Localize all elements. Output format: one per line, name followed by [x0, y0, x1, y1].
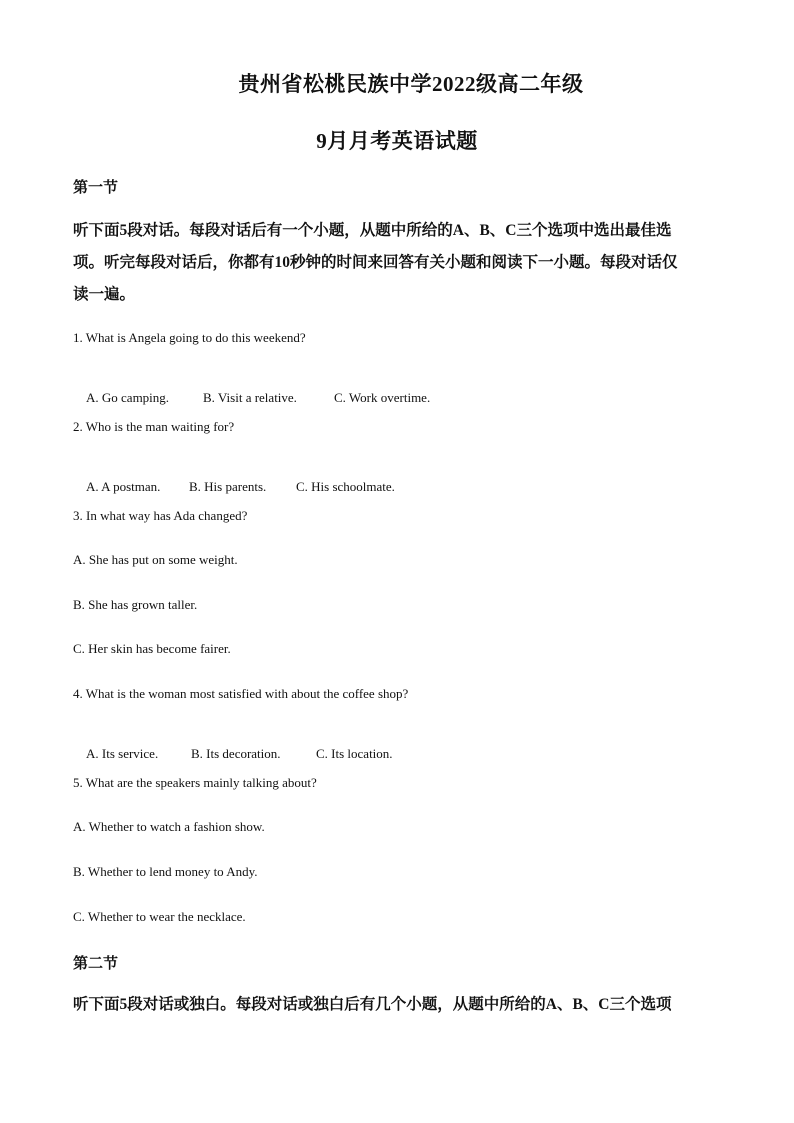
- question-5-option-b: B. Whether to lend money to Andy.: [73, 864, 258, 879]
- instruction-line: 读一遍。: [73, 286, 136, 303]
- question-3-option-a: A. She has put on some weight.: [73, 552, 238, 567]
- option-b: B. His parents.: [189, 479, 267, 494]
- question-5-option-a: A. Whether to watch a fashion show.: [73, 819, 265, 834]
- option-a: A. Its service.: [86, 746, 159, 761]
- question-1-options: [73, 374, 430, 422]
- section1-instruction: [73, 215, 723, 311]
- option-b: B. Visit a relative.: [203, 390, 297, 405]
- question-5-stem: 5. What are the speakers mainly talking about?: [73, 775, 317, 790]
- section1-label: 第一节: [73, 180, 119, 196]
- option-c: C. His schoolmate.: [296, 479, 395, 494]
- question-3-option-c: C. Her skin has become fairer.: [73, 641, 231, 656]
- option-b: B. Its decoration.: [191, 746, 281, 761]
- section2-instruction: 听下面5段对话或独白。每段对话或独白后有几个小题，从题中所给的A、B、C三个选项: [73, 996, 672, 1013]
- question-1-stem: 1. What is Angela going to do this weekend?: [73, 330, 306, 345]
- option-a: A. Go camping.: [86, 390, 170, 405]
- question-2-options: [73, 463, 395, 511]
- option-c: C. Work overtime.: [334, 390, 431, 405]
- question-5-option-c: C. Whether to wear the necklace.: [73, 909, 246, 924]
- question-2-stem: 2. Who is the man waiting for?: [73, 419, 235, 434]
- instruction-line: 项。听完每段对话后，你都有10秒钟的时间来回答有关小题和阅读下一小题。每段对话仅: [73, 254, 678, 271]
- question-3-stem: 3. In what way has Ada changed?: [73, 508, 248, 523]
- question-3-option-b: B. She has grown taller.: [73, 597, 198, 612]
- option-c: C. Its location.: [316, 746, 393, 761]
- section2-label: 第二节: [73, 956, 119, 972]
- question-4-stem: 4. What is the woman most satisfied with about the coffee shop?: [73, 686, 409, 701]
- exam-title-line1: 贵州省松桃民族中学2022级高二年级: [238, 72, 584, 96]
- instruction-line: 听下面5段对话。每段对话后有一个小题，从题中所给的A、B、C三个选项中选出最佳选: [73, 222, 672, 239]
- exam-title-line2: 9月月考英语试题: [316, 129, 478, 153]
- option-a: A. A postman.: [86, 479, 161, 494]
- question-4-options: [73, 730, 393, 778]
